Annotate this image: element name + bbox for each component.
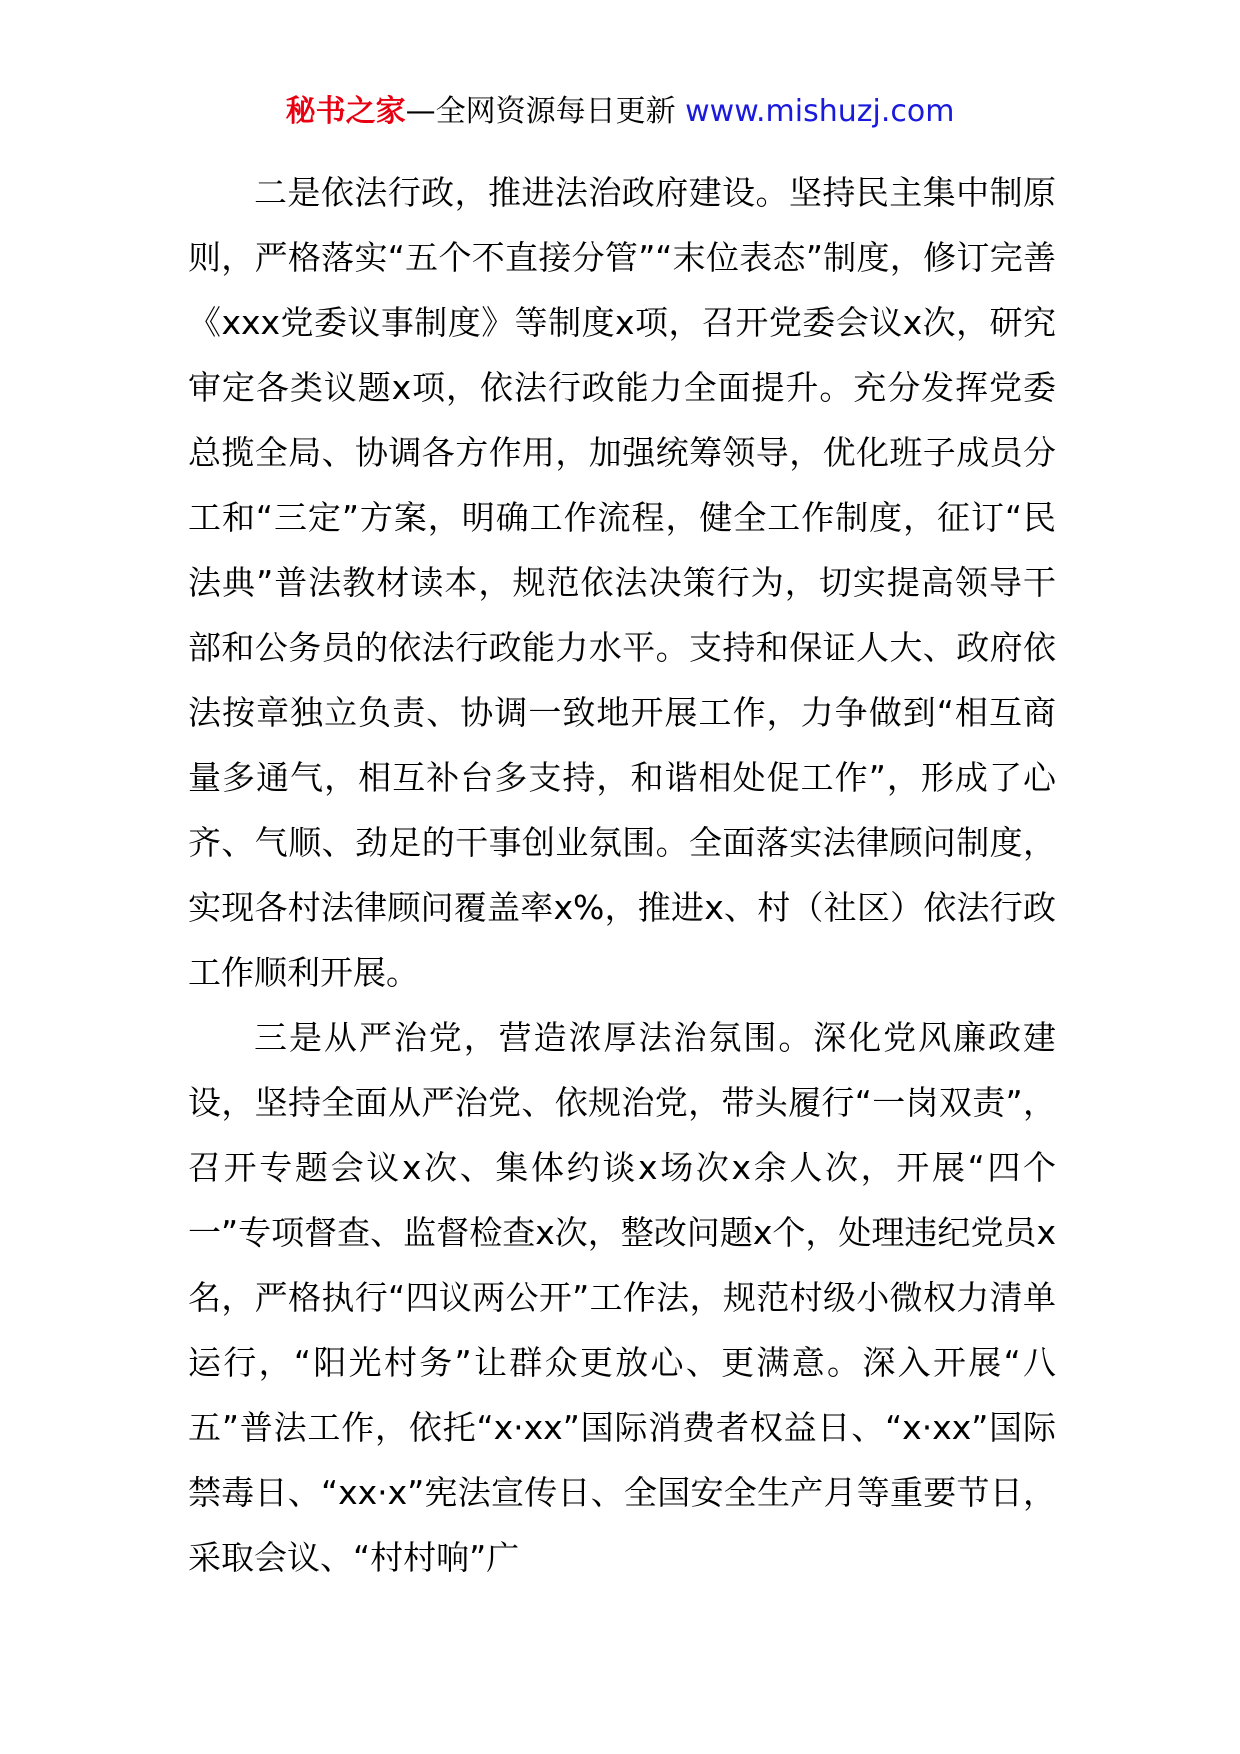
site-url-link[interactable]: www.mishuzj.com (685, 94, 955, 129)
site-header (0, 92, 1240, 132)
document-body (188, 160, 1056, 1590)
paragraph-lawful-administration: 二是依法行政，推进法治政府建设。坚持民主集中制原则，严格落实“五个不直接分管”“末位表态”制度，修订完善《xxx党委议事制度》等制度x项，召开党委会议x次，研究审定各类议题x项，依法行政能力全面提升。充分发挥党委总揽全局、协调各方作用，加强统筹领导，优化班子成员分工和“三定”方案，明确工作流程，健全工作制度，征订“民法典”普法教材读本，规范依法决策行为，切实提高领导干部和公务员的依法行政能力水平。支持和保证人大、政府依法按章独立负责、协调一致地开展工作，力争做到“相互商量多通气，相互补台多支持，和谐相处促工作”，形成了心齐、气顺、劲足的干事创业氛围。全面落实法律顾问制度，实现各村法律顾问覆盖率x%，推进x、村（社区）依法行政工作顺利开展。 (188, 173, 1056, 992)
site-brand: 秘书之家 (285, 94, 406, 129)
site-tagline: —全网资源每日更新 (405, 94, 676, 129)
paragraph-strict-party-governance: 三是从严治党，营造浓厚法治氛围。深化党风廉政建设，坚持全面从严治党、依规治党，带头履行“一岗双责”，召开专题会议x次、集体约谈x场次x余人次，开展“四个一”专项督查、监督检查x次，整改问题x个，处理违纪党员x名，严格执行“四议两公开”工作法，规范村级小微权力清单运行，“阳光村务”让群众更放心、更满意。深入开展“八五”普法工作，依托“x·xx”国际消费者权益日、“x·xx”国际禁毒日、“xx·x”宪法宣传日、全国安全生产月等重要节日，采取会议、“村村响”广 (188, 1018, 1056, 1577)
